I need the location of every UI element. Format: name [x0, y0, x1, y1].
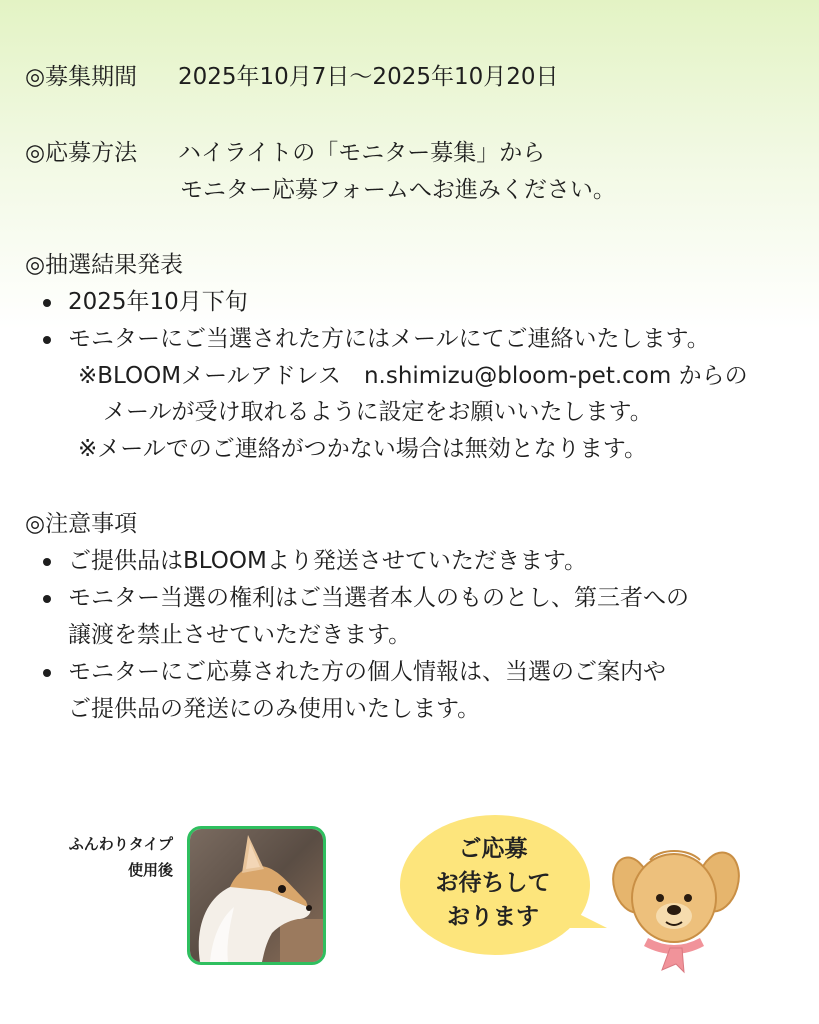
dog-illustration — [610, 840, 745, 975]
results-heading: ◎抽選結果発表 — [25, 252, 184, 278]
dog-photo — [187, 826, 326, 965]
period-label: ◎募集期間 — [25, 64, 138, 90]
apply-line-1: ハイライトの「モニター募集」から — [178, 140, 546, 166]
results-note-email-2: メールが受け取れるように設定をお願いいたします。 — [103, 399, 653, 425]
apply-label: ◎応募方法 — [25, 140, 138, 166]
speech-line-3: おります — [447, 904, 539, 930]
chihuahua-image — [190, 829, 323, 962]
results-note-invalid: ※メールでのご連絡がつかない場合は無効となります。 — [78, 436, 647, 462]
notes-bullet-shipping: ご提供品はBLOOMより発送させていただきます。 — [68, 548, 587, 574]
apply-line-2: モニター応募フォームへお進みください。 — [180, 177, 616, 203]
period-value: 2025年10月7日〜2025年10月20日 — [178, 64, 559, 90]
notes-bullet-privacy: モニターにご応募された方の個人情報は、当選のご案内や — [68, 659, 666, 685]
notes-bullet-privacy-2: ご提供品の発送にのみ使用いたします。 — [68, 696, 481, 722]
speech-line-1: ご応募 — [458, 836, 528, 862]
notes-bullet-rights: モニター当選の権利はご当選者本人のものとし、第三者への — [68, 585, 689, 611]
speech-line-2: お待ちして — [435, 870, 551, 896]
notes-bullet-rights-2: 譲渡を禁止させていただきます。 — [68, 622, 412, 648]
photo-caption-type: ふんわりタイプ — [68, 835, 173, 853]
notes-heading: ◎注意事項 — [25, 511, 138, 537]
results-bullet-date: 2025年10月下旬 — [68, 289, 248, 315]
results-bullet-contact: モニターにご当選された方にはメールにてご連絡いたします。 — [68, 326, 710, 352]
photo-caption-after: 使用後 — [127, 861, 173, 879]
speech-bubble-text — [418, 832, 568, 934]
results-note-email: ※BLOOMメールアドレス n.shimizu@bloom-pet.com からの — [78, 363, 748, 389]
